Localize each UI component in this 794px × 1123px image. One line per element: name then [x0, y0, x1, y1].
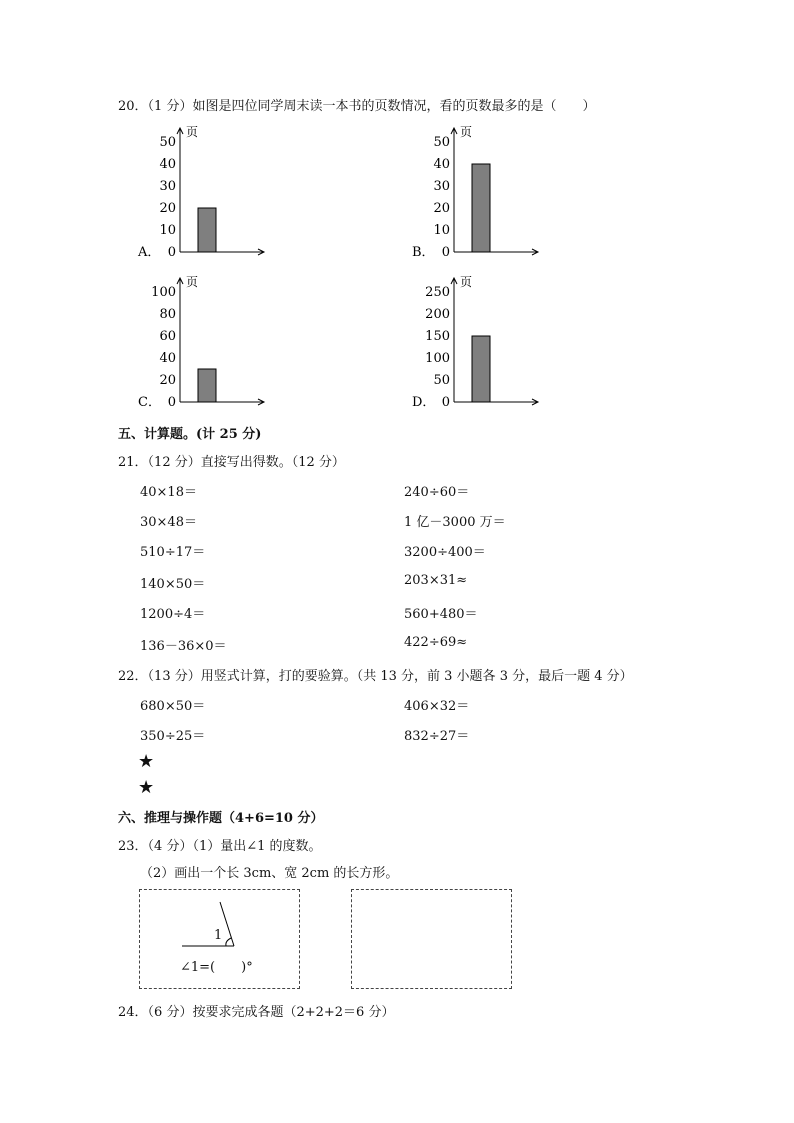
y-tick-label: 30	[159, 179, 176, 194]
y-tick-label: 80	[159, 307, 176, 322]
bar	[472, 164, 490, 252]
y-axis-unit: 页	[460, 275, 473, 289]
y-tick-label: 30	[433, 179, 450, 194]
y-tick-label: 50	[433, 135, 450, 150]
q21-left-6: 136－36×0＝	[140, 639, 227, 654]
q21-right-1: 240÷60＝	[404, 485, 470, 500]
chart-D	[414, 270, 614, 410]
q21-left-3: 510÷17＝	[140, 545, 206, 560]
q22-left-2: 350÷25＝	[140, 729, 206, 744]
bar	[198, 369, 216, 402]
y-tick-label: 200	[425, 307, 450, 322]
q23-sub: （2）画出一个长 3cm、宽 2cm 的长方形。	[140, 866, 399, 881]
q22-text: 22．（13 分）用竖式计算，打的要验算。（共 13 分，前 3 小题各 3 分，最后一题 4 分）	[118, 669, 633, 684]
y-tick-label: 0	[441, 245, 450, 260]
q23-text: 23．（4 分）（1）量出∠1 的度数。	[118, 839, 322, 854]
q22-left-1: 680×50＝	[140, 699, 206, 714]
bar	[472, 336, 490, 402]
y-tick-label: 20	[159, 201, 176, 216]
star-icon: ★	[138, 777, 155, 798]
y-axis-unit: 页	[186, 275, 199, 289]
y-tick-label: 40	[433, 157, 450, 172]
y-tick-label: 0	[441, 395, 450, 410]
q22-right-2: 832÷27＝	[404, 729, 470, 744]
chart-option-label: D．	[412, 395, 436, 410]
chart-option-label: A．	[138, 245, 161, 260]
q21-text: 21．（12 分）直接写出得数。（12 分）	[118, 455, 345, 470]
y-tick-label: 40	[159, 351, 176, 366]
y-tick-label: 40	[159, 157, 176, 172]
q21-left-5: 1200÷4＝	[140, 607, 206, 622]
q21-right-4: 203×31≈	[404, 573, 468, 588]
y-tick-label: 0	[167, 395, 176, 410]
angle-label: 1	[214, 928, 223, 943]
chart-option-label: B．	[412, 245, 435, 260]
y-tick-label: 10	[159, 223, 176, 238]
y-axis-unit: 页	[186, 125, 199, 139]
angle-box	[139, 889, 300, 989]
bar	[198, 208, 216, 252]
q20-text: 20．（1 分）如图是四位同学周末读一本书的页数情况，看的页数最多的是（ ）	[118, 99, 596, 114]
y-tick-label: 50	[159, 135, 176, 150]
star-icon: ★	[138, 751, 155, 772]
y-axis-unit: 页	[460, 125, 473, 139]
q21-right-5: 560+480＝	[404, 607, 478, 622]
y-tick-label: 50	[433, 373, 450, 388]
y-tick-label: 20	[159, 373, 176, 388]
y-tick-label: 100	[425, 351, 450, 366]
section-5-title: 五、计算题。(计 25 分)	[118, 427, 262, 442]
chart-C	[140, 270, 340, 410]
chart-A	[140, 120, 340, 260]
section-6-title: 六、推理与操作题（4+6=10 分）	[118, 811, 324, 826]
y-tick-label: 0	[167, 245, 176, 260]
rectangle-drawing-box[interactable]	[351, 889, 512, 989]
q21-right-3: 3200÷400＝	[404, 545, 486, 560]
q21-right-2: 1 亿－3000 万＝	[404, 515, 506, 530]
chart-option-label: C．	[138, 395, 161, 410]
angle-answer: ∠1=( )°	[180, 960, 253, 975]
q21-left-2: 30×48＝	[140, 515, 197, 530]
y-tick-label: 250	[425, 285, 450, 300]
chart-B	[414, 120, 614, 260]
q22-right-1: 406×32＝	[404, 699, 470, 714]
y-tick-label: 10	[433, 223, 450, 238]
q21-left-1: 40×18＝	[140, 485, 197, 500]
y-tick-label: 150	[425, 329, 450, 344]
y-tick-label: 20	[433, 201, 450, 216]
y-tick-label: 60	[159, 329, 176, 344]
q21-right-6: 422÷69≈	[404, 635, 468, 650]
y-tick-label: 100	[151, 285, 176, 300]
q24-text: 24．（6 分）按要求完成各题（2+2+2＝6 分）	[118, 1005, 395, 1020]
q21-left-4: 140×50＝	[140, 577, 206, 592]
